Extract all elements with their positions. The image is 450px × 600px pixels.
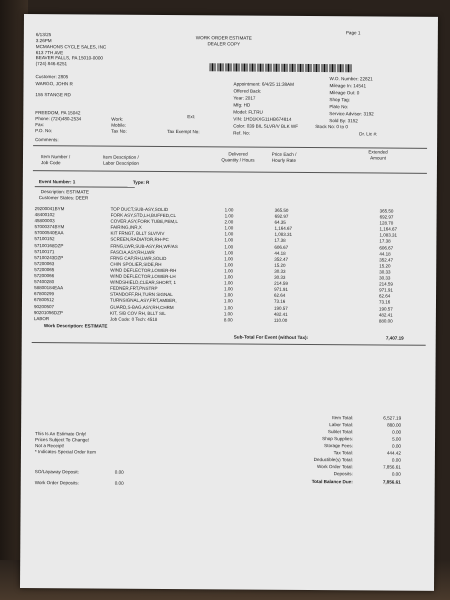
item-description: FRNG,LWR,SUB-ASY,RH,WF/AS xyxy=(110,243,178,249)
deposits-value: 0.00 xyxy=(391,471,401,477)
line-items xyxy=(34,206,425,325)
item-price: 482.41 xyxy=(273,311,288,317)
customer-city: FREEDOM, PA 15042 xyxy=(35,110,81,116)
part-number: 48400102 xyxy=(34,212,55,218)
mileage-out: Mileage Out: 0 xyxy=(329,90,360,96)
item-qty: 1.00 xyxy=(224,213,234,219)
item-price: 1,083.31 xyxy=(274,232,293,238)
item-price: 190.57 xyxy=(273,305,288,311)
customer-ext: Ext: xyxy=(187,114,196,120)
item-description: FAIRING,INR,X xyxy=(110,224,142,231)
driver-license: Dr. Lic #: xyxy=(359,131,378,137)
item-extended: 606.67 xyxy=(379,245,394,251)
col-item-description: Item Description / xyxy=(102,154,139,160)
appointment: Appointment: 6/4/25 11:38AM xyxy=(233,81,294,87)
labor-total-label: Labor Total: xyxy=(329,422,354,428)
item-description: FRNG CAP,RH,LWR,SOLID xyxy=(110,255,167,261)
item-qty: 1.00 xyxy=(224,286,233,292)
sublet-total-label: Sublet Total: xyxy=(327,429,354,435)
item-qty: 1.00 xyxy=(224,262,234,268)
storage-fees-label: Storage Fees: xyxy=(324,443,354,449)
item-extended: 1,083.31 xyxy=(379,232,398,238)
part-number: 57100243DZP xyxy=(34,254,64,261)
layaway-deposit-label: SO/Layaway Deposit: xyxy=(34,469,80,475)
item-price: 214.59 xyxy=(274,280,288,286)
part-number: 90201056DZP xyxy=(33,309,63,315)
col-labor-description: Labor Description xyxy=(102,160,139,166)
storage-fees-value: 0.00 xyxy=(392,443,402,449)
dealer-city: BEAVER FALLS, PA 15010-0000 xyxy=(35,55,103,61)
vehicle-color: Color: 039 BIL SLVR/V BLK WF xyxy=(233,123,299,129)
col-job-code: Job Code xyxy=(40,160,61,166)
item-description: TURNSIGNAL,ASY,FRT,AMBER, xyxy=(109,298,177,304)
wo-deposits-label: Work Order Deposits: xyxy=(34,480,79,486)
item-extended: 880.00 xyxy=(378,318,393,324)
work-order-total-label: Work Order Total: xyxy=(317,464,353,470)
col-amount: Amount xyxy=(370,155,386,161)
item-extended: 44.18 xyxy=(379,251,391,257)
item-qty: 1.00 xyxy=(224,225,234,231)
work-order-paper xyxy=(20,14,438,591)
vehicle-mfg: Mfg: HD xyxy=(233,102,251,108)
labor-total-value: 880.00 xyxy=(387,422,402,428)
col-extended: Extended xyxy=(368,149,388,155)
part-number: 67800299 xyxy=(34,291,55,297)
part-number: 57000374BYM xyxy=(34,224,65,230)
item-price: 73.16 xyxy=(273,299,286,305)
price-change-note: Prices Subject To Change! xyxy=(35,437,90,443)
shop-supplies-label: Shop Supplies: xyxy=(322,436,354,442)
item-description: FASCIA,ASY,RH,LWR xyxy=(110,249,155,255)
item-qty: 1.00 xyxy=(224,237,234,243)
col-qty-hours: Quantity / Hours xyxy=(221,157,255,163)
part-number: 57200065 xyxy=(34,267,55,273)
col-item-number: Item Number / xyxy=(40,154,71,160)
work-description: Work Description: ESTIMATE xyxy=(43,323,108,329)
item-extended: 214.59 xyxy=(379,281,393,287)
item-extended: 73.16 xyxy=(378,299,391,305)
offered-back: Offered Back: xyxy=(233,88,262,94)
part-number: 29200041BYM xyxy=(34,206,65,212)
item-total-value: 6,527.19 xyxy=(383,415,402,421)
event-rule xyxy=(35,186,135,188)
balance-due-label: Total Balance Due: xyxy=(311,479,353,485)
item-description: KIT FRNGT, BLLT SLV/VIV xyxy=(110,230,165,237)
item-price: 352.47 xyxy=(274,256,289,262)
item-description: WIND DEFLECTOR,LOWER-RH xyxy=(110,267,177,274)
event-type: Type: R xyxy=(132,179,150,185)
item-price: 44.18 xyxy=(274,250,286,256)
col-delivered: Delivered xyxy=(228,151,248,157)
item-extended: 692.97 xyxy=(379,214,394,220)
item-price: 110.00 xyxy=(273,317,288,323)
part-number: 57100152 xyxy=(34,236,55,242)
customer-tax-no: Tax No: xyxy=(111,128,127,134)
event-number: Event Number: 1 xyxy=(38,179,76,185)
plate-no: Plate No: xyxy=(329,104,349,110)
item-price: 606.67 xyxy=(274,244,289,250)
event-description: Description: ESTIMATE xyxy=(40,189,89,195)
special-order-note: * Indicates Special Order Item xyxy=(34,449,96,455)
customer-states: Customer States: DEER xyxy=(38,195,89,201)
shop-tag: Shop Tag: xyxy=(329,97,351,103)
item-extended: 365.50 xyxy=(379,208,394,214)
item-extended: 1,164.67 xyxy=(379,226,398,232)
item-description: TOP DUCT,SUB-ASY,SOLID xyxy=(110,206,169,213)
item-extended: 30.33 xyxy=(379,275,391,281)
print-date: 6/13/25 xyxy=(35,32,52,38)
customer-mobile: Mobile: xyxy=(111,122,127,128)
part-number: LABOR xyxy=(33,315,50,321)
deductibles-total-label: Deductible(s) Total: xyxy=(313,457,353,463)
subtotal-rule xyxy=(32,342,426,346)
item-qty: 1.00 xyxy=(223,298,233,304)
wo-deposits-value: 0.00 xyxy=(114,480,124,486)
item-extended: 30.33 xyxy=(379,269,391,275)
dealer-street: 613 7TH AVE xyxy=(35,49,64,55)
item-price: 64.35 xyxy=(274,219,286,226)
part-number: 57200066 xyxy=(34,273,55,279)
document-title: WORK ORDER ESTIMATE xyxy=(195,35,252,41)
item-price: 692.97 xyxy=(274,213,289,219)
not-receipt-note: Not a Receipt! xyxy=(34,443,65,449)
item-qty: 1.00 xyxy=(224,250,234,256)
wo-number: W.O. Number: 22821 xyxy=(329,76,373,82)
item-price: 365.50 xyxy=(274,207,289,213)
col-price-each: Price Each / xyxy=(271,151,297,157)
item-description: CHIN SPOLIER,SIDE,RH xyxy=(110,261,162,267)
item-qty: 1.00 xyxy=(223,310,233,317)
item-price: 30.33 xyxy=(274,268,286,274)
item-description: WIND DEFLECTOR,LOWER-LH xyxy=(110,273,176,280)
item-qty: 8.00 xyxy=(223,317,233,323)
item-description: KIT, S/B COV RH, BLLT SIL xyxy=(109,310,166,316)
shop-supplies-value: 5.00 xyxy=(392,436,402,442)
part-number: 58800184EAA xyxy=(34,285,64,291)
part-number: 57000540EAA xyxy=(34,230,64,236)
print-time: 3:26PM xyxy=(35,38,52,44)
customer-number: Customer: 2805 xyxy=(35,74,69,80)
item-qty: 2.00 xyxy=(224,219,234,225)
deposits-label: Deposits: xyxy=(333,471,353,477)
dealer-name: MCMAHONS CYCLE SALES, INC xyxy=(35,44,107,50)
item-extended: 482.41 xyxy=(378,312,393,318)
part-number: 57200063 xyxy=(34,260,55,267)
item-description: FEDNER,FRT,PNSTRP xyxy=(110,285,158,292)
item-price: 30.33 xyxy=(274,274,286,280)
deductibles-total-value: 0.00 xyxy=(391,457,401,463)
vehicle-vin: VIN: 1HD1KXG11HB674814 xyxy=(233,116,292,122)
dealer-phone: (724) 846-6251 xyxy=(35,60,68,66)
item-description: FORK ASY,STD,LH,BUFFED,CL xyxy=(110,212,177,219)
item-qty: 1.00 xyxy=(224,274,233,280)
col-hourly-rate: Hourly Rate xyxy=(271,157,297,163)
vehicle-year: Year: 2017 xyxy=(233,95,256,101)
item-description: Job Code: 0 Tech: 4518 xyxy=(109,316,158,322)
customer-phone: Phone: (724)480-2534 xyxy=(35,116,82,122)
item-extended: 128.70 xyxy=(379,220,394,226)
item-price: 62.64 xyxy=(274,293,286,299)
item-price: 1,164.67 xyxy=(274,226,293,232)
item-description: WINDSHIELD,CLEAR,SHORT, 1 xyxy=(110,279,177,286)
vehicle-model: Model: FLTRU xyxy=(233,109,263,115)
customer-tax-exempt: Tax Exempt No: xyxy=(167,129,200,135)
barcode xyxy=(210,63,352,72)
item-extended: 352.47 xyxy=(379,257,394,263)
item-total-label: Item Total: xyxy=(332,415,354,421)
part-number: 90200507 xyxy=(33,303,55,309)
item-price: 15.20 xyxy=(274,262,286,268)
stock-no: Stock No: 0 to 0 xyxy=(315,124,348,130)
item-qty: 1.00 xyxy=(224,256,234,262)
item-extended: 15.20 xyxy=(379,263,391,269)
part-number: 45800003 xyxy=(34,218,55,224)
item-qty: 1.00 xyxy=(224,292,233,298)
item-extended: 190.57 xyxy=(378,305,393,312)
tax-total-value: 444.42 xyxy=(386,450,401,456)
item-price: 17.38 xyxy=(274,238,286,244)
item-qty: 1.00 xyxy=(224,231,234,237)
sold-by: Sold By: 3152 xyxy=(329,118,358,124)
comments-label: Comments: xyxy=(35,137,59,143)
part-number: 57400280 xyxy=(34,279,55,285)
item-description: GUARD,S-BAG,ASY,RH,CHRM xyxy=(109,304,174,310)
part-number: 57100168DZP xyxy=(34,242,64,248)
customer-address: 155 STANGE RD xyxy=(35,92,71,98)
mileage-in: Mileage In: 14541 xyxy=(329,83,367,89)
item-qty: 1.00 xyxy=(223,304,233,310)
item-qty: 1.00 xyxy=(224,280,233,286)
header-rule-top xyxy=(33,145,427,149)
customer-po: P.O. No: xyxy=(35,128,53,134)
item-qty: 1.00 xyxy=(224,268,233,274)
tax-total-label: Tax Total: xyxy=(333,450,353,456)
item-description: COVER,ASY,FORK TUBE,PEM,L xyxy=(110,218,178,225)
item-qty: 1.00 xyxy=(224,207,234,213)
item-description: STANDOFF,RH,TURN SIGNAL xyxy=(110,291,173,298)
item-description: SCREEN,RADIATOR,RH-PC xyxy=(110,237,169,243)
document-subtitle: DEALER COPY xyxy=(207,41,241,47)
item-extended: 971.91 xyxy=(379,287,393,293)
page-number: Page 1 xyxy=(345,30,361,36)
part-number: 67800512 xyxy=(33,297,55,303)
item-price: 971.91 xyxy=(274,286,288,293)
header-rule-bottom xyxy=(33,170,427,174)
ref-no: Ref. No: xyxy=(233,130,251,136)
customer-work: Work: xyxy=(111,116,124,122)
work-order-total-value: 7,856.61 xyxy=(382,464,401,470)
service-advisor: Service Advisor: 3192 xyxy=(329,111,374,117)
subtotal-label: Sub-Total For Event (without Tax): xyxy=(233,334,309,340)
balance-due-value: 7,856.61 xyxy=(382,479,401,485)
customer-fax: Fax: xyxy=(35,122,45,128)
item-extended: 17.38 xyxy=(379,238,391,245)
customer-name: WARGO, JOHN R xyxy=(35,81,73,87)
estimate-note: This Is An Estimate Only! xyxy=(35,431,87,437)
subtotal-value: 7,407.19 xyxy=(385,335,404,341)
item-qty: 1.00 xyxy=(224,243,234,250)
item-extended: 62.64 xyxy=(379,293,391,299)
layaway-deposit-value: 0.00 xyxy=(114,469,124,475)
part-number: 57100171 xyxy=(34,248,55,254)
sublet-total-value: 0.00 xyxy=(392,429,402,435)
